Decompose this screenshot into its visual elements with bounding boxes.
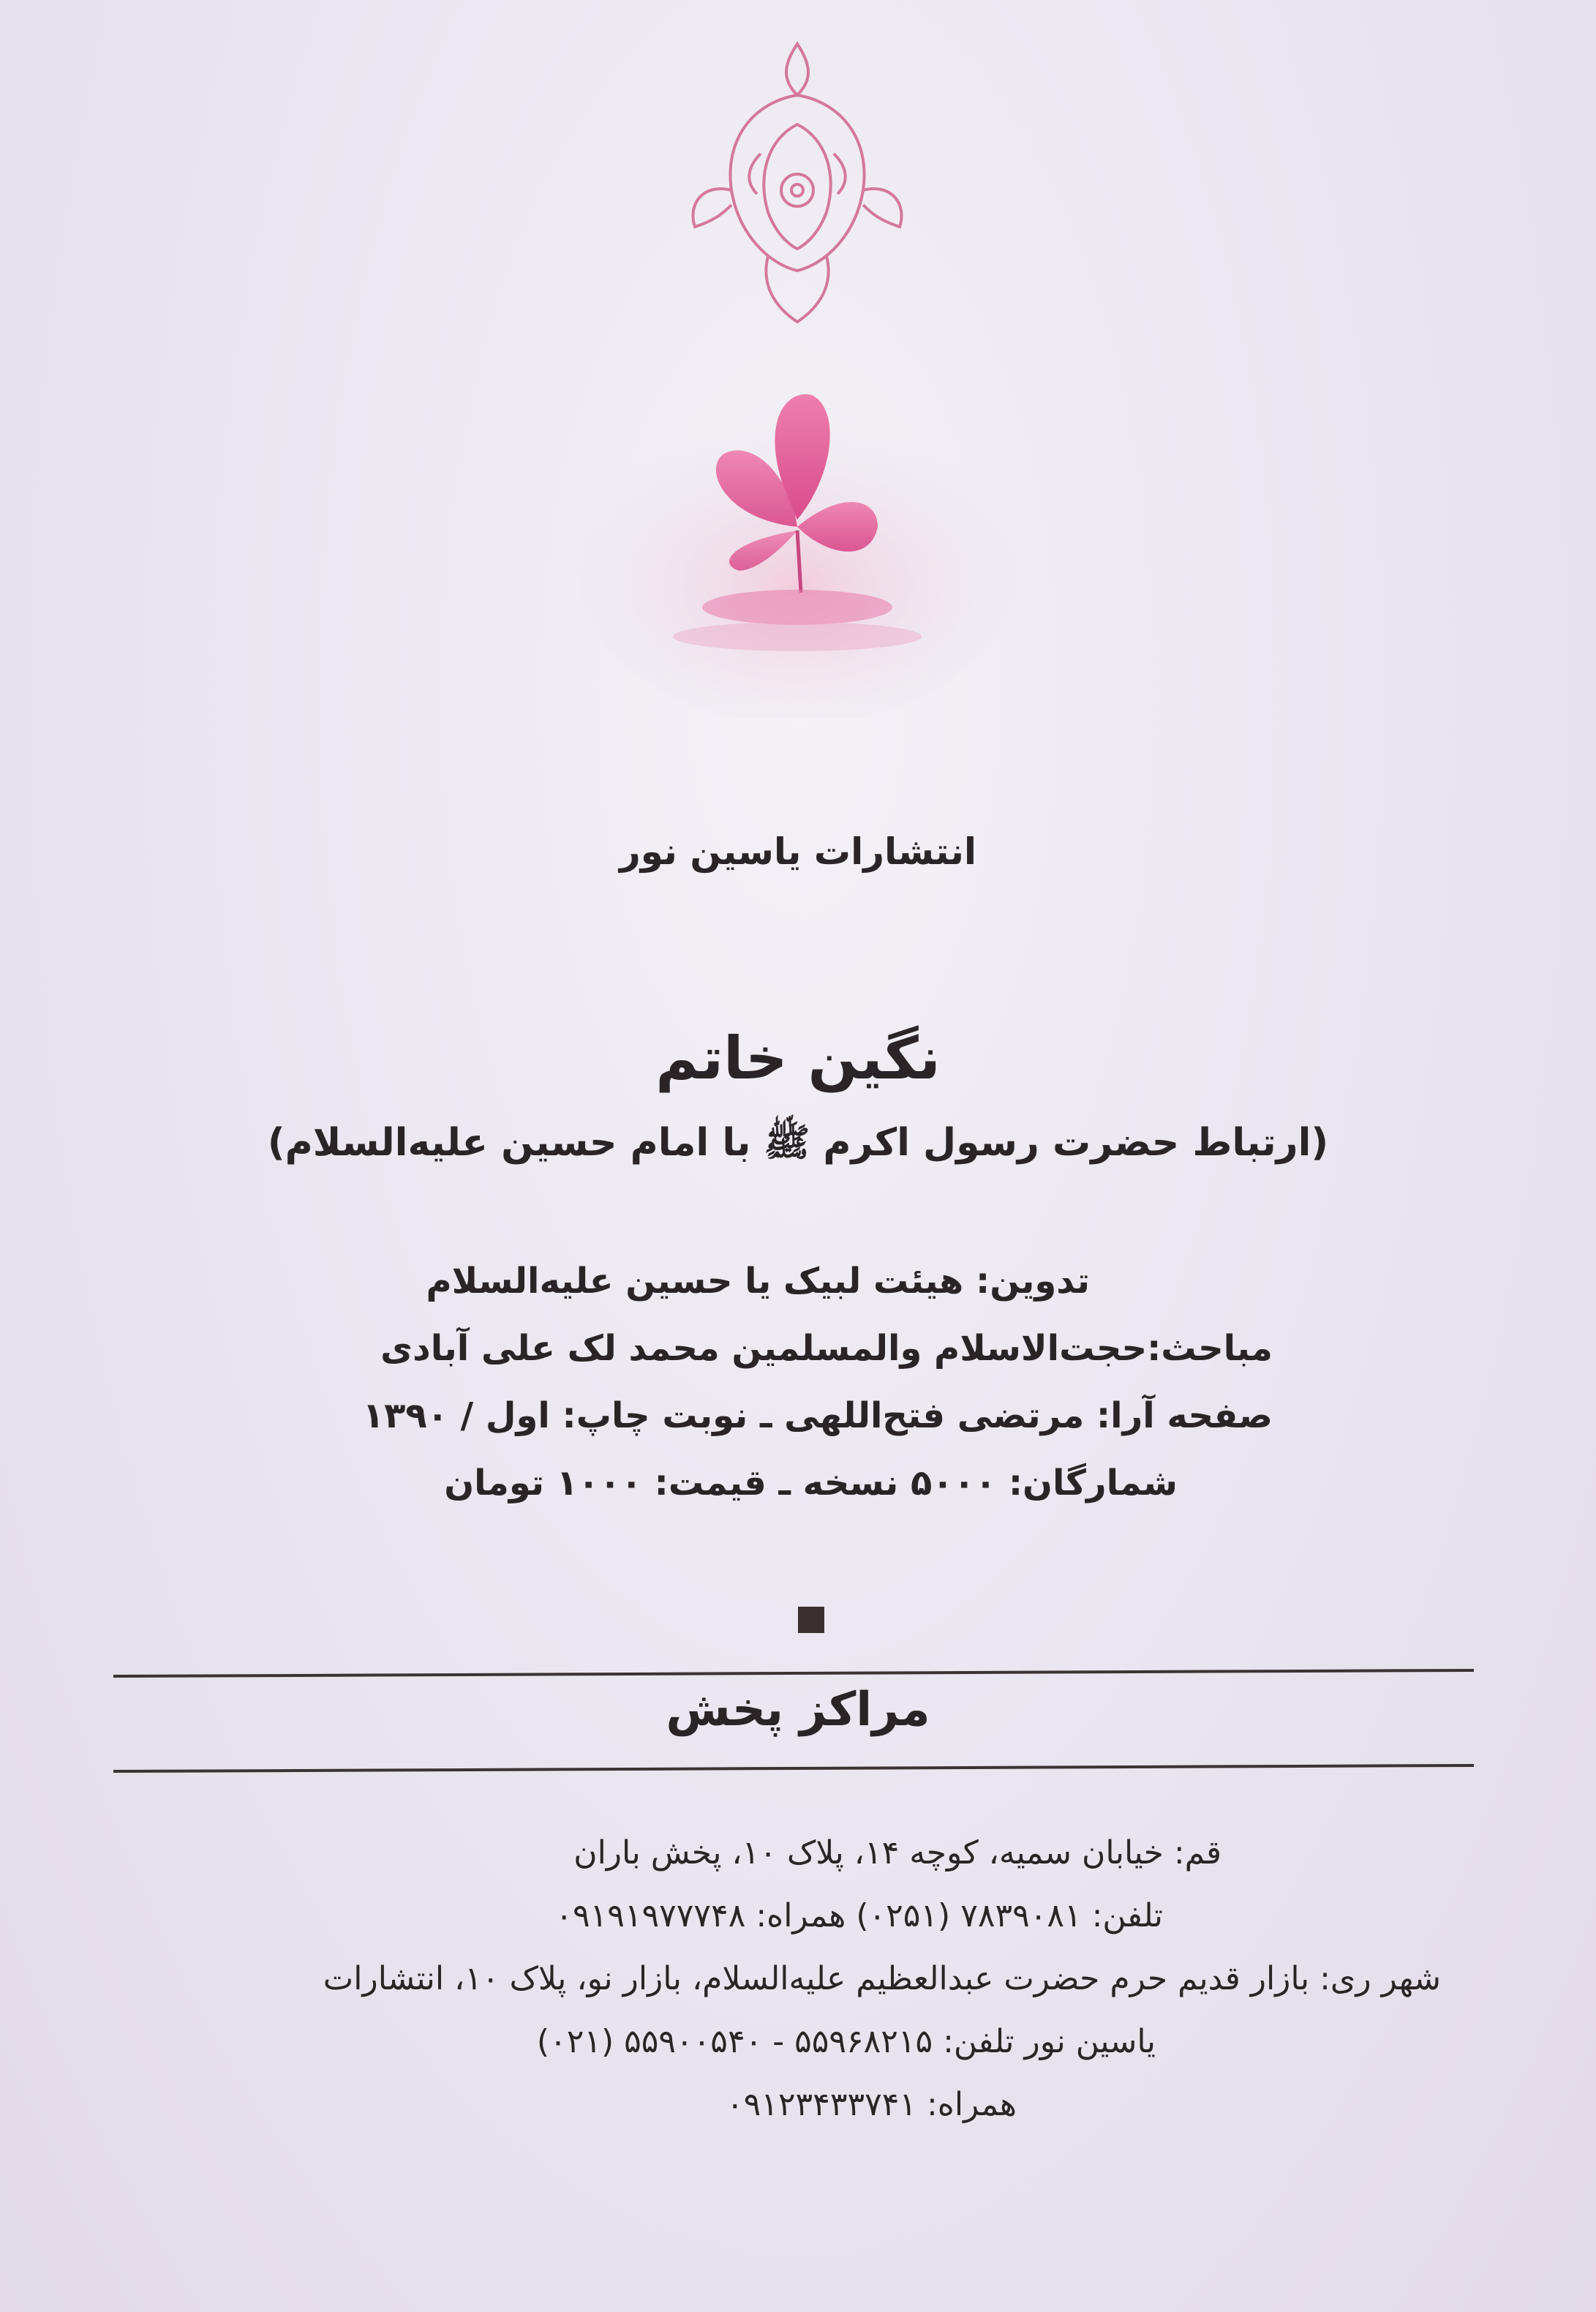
distribution-addresses	[154, 1822, 1441, 2136]
square-bullet-icon	[798, 1607, 824, 1633]
book-subtitle: (ارتباط حضرت رسول اکرم ﷺ با امام حسین علیه‌السلام)	[267, 1121, 1329, 1165]
circulation-and-price: شمارگان: ۵۰۰۰ نسخه ـ قیمت: ۱۰۰۰ تومان	[444, 1463, 1178, 1504]
address-line: شهر ری: بازار قدیم حرم حضرت عبدالعظیم علیه‌السلام، بازار نو، پلاک ۱۰، انتشارات	[323, 1960, 1441, 1997]
divider-bottom	[113, 1764, 1474, 1773]
address-line: همراه: ۰۹۱۲۳۴۳۳۷۴۱	[726, 2086, 1017, 2123]
book-title: نگین خاتم	[655, 1024, 941, 1092]
address-line: قم: خیابان سمیه، کوچه ۱۴، پلاک ۱۰، پخش باران	[573, 1834, 1222, 1872]
compiled-by: تدوین: هیئت لبیک یا حسین علیه‌السلام	[426, 1261, 1090, 1302]
address-line: تلفن: ۷۸۳۹۰۸۱ (۰۲۵۱) همراه: ۰۹۱۹۱۹۷۷۷۴۸	[555, 1897, 1163, 1934]
address-line: یاسین نور تلفن: ۵۵۹۶۸۲۱۵ - ۵۵۹۰۰۵۴۰ (۰۲۱)	[536, 2023, 1156, 2060]
floral-arabesque-icon	[673, 29, 922, 337]
pink-flower-icon	[534, 351, 1061, 717]
layout-and-edition: صفحه آرا: مرتضی فتح‌اللهی ـ نوبت چاپ: اول / ۱۳۹۰	[362, 1395, 1273, 1436]
publisher-name: انتشارات یاسین نور	[620, 830, 976, 873]
divider-top	[113, 1669, 1474, 1678]
distribution-heading: مراکز پخش	[666, 1683, 930, 1737]
credits-block	[307, 1247, 1273, 1517]
topics-author: مباحث:حجت‌الاسلام والمسلمین محمد لک علی آبادی	[380, 1328, 1273, 1369]
